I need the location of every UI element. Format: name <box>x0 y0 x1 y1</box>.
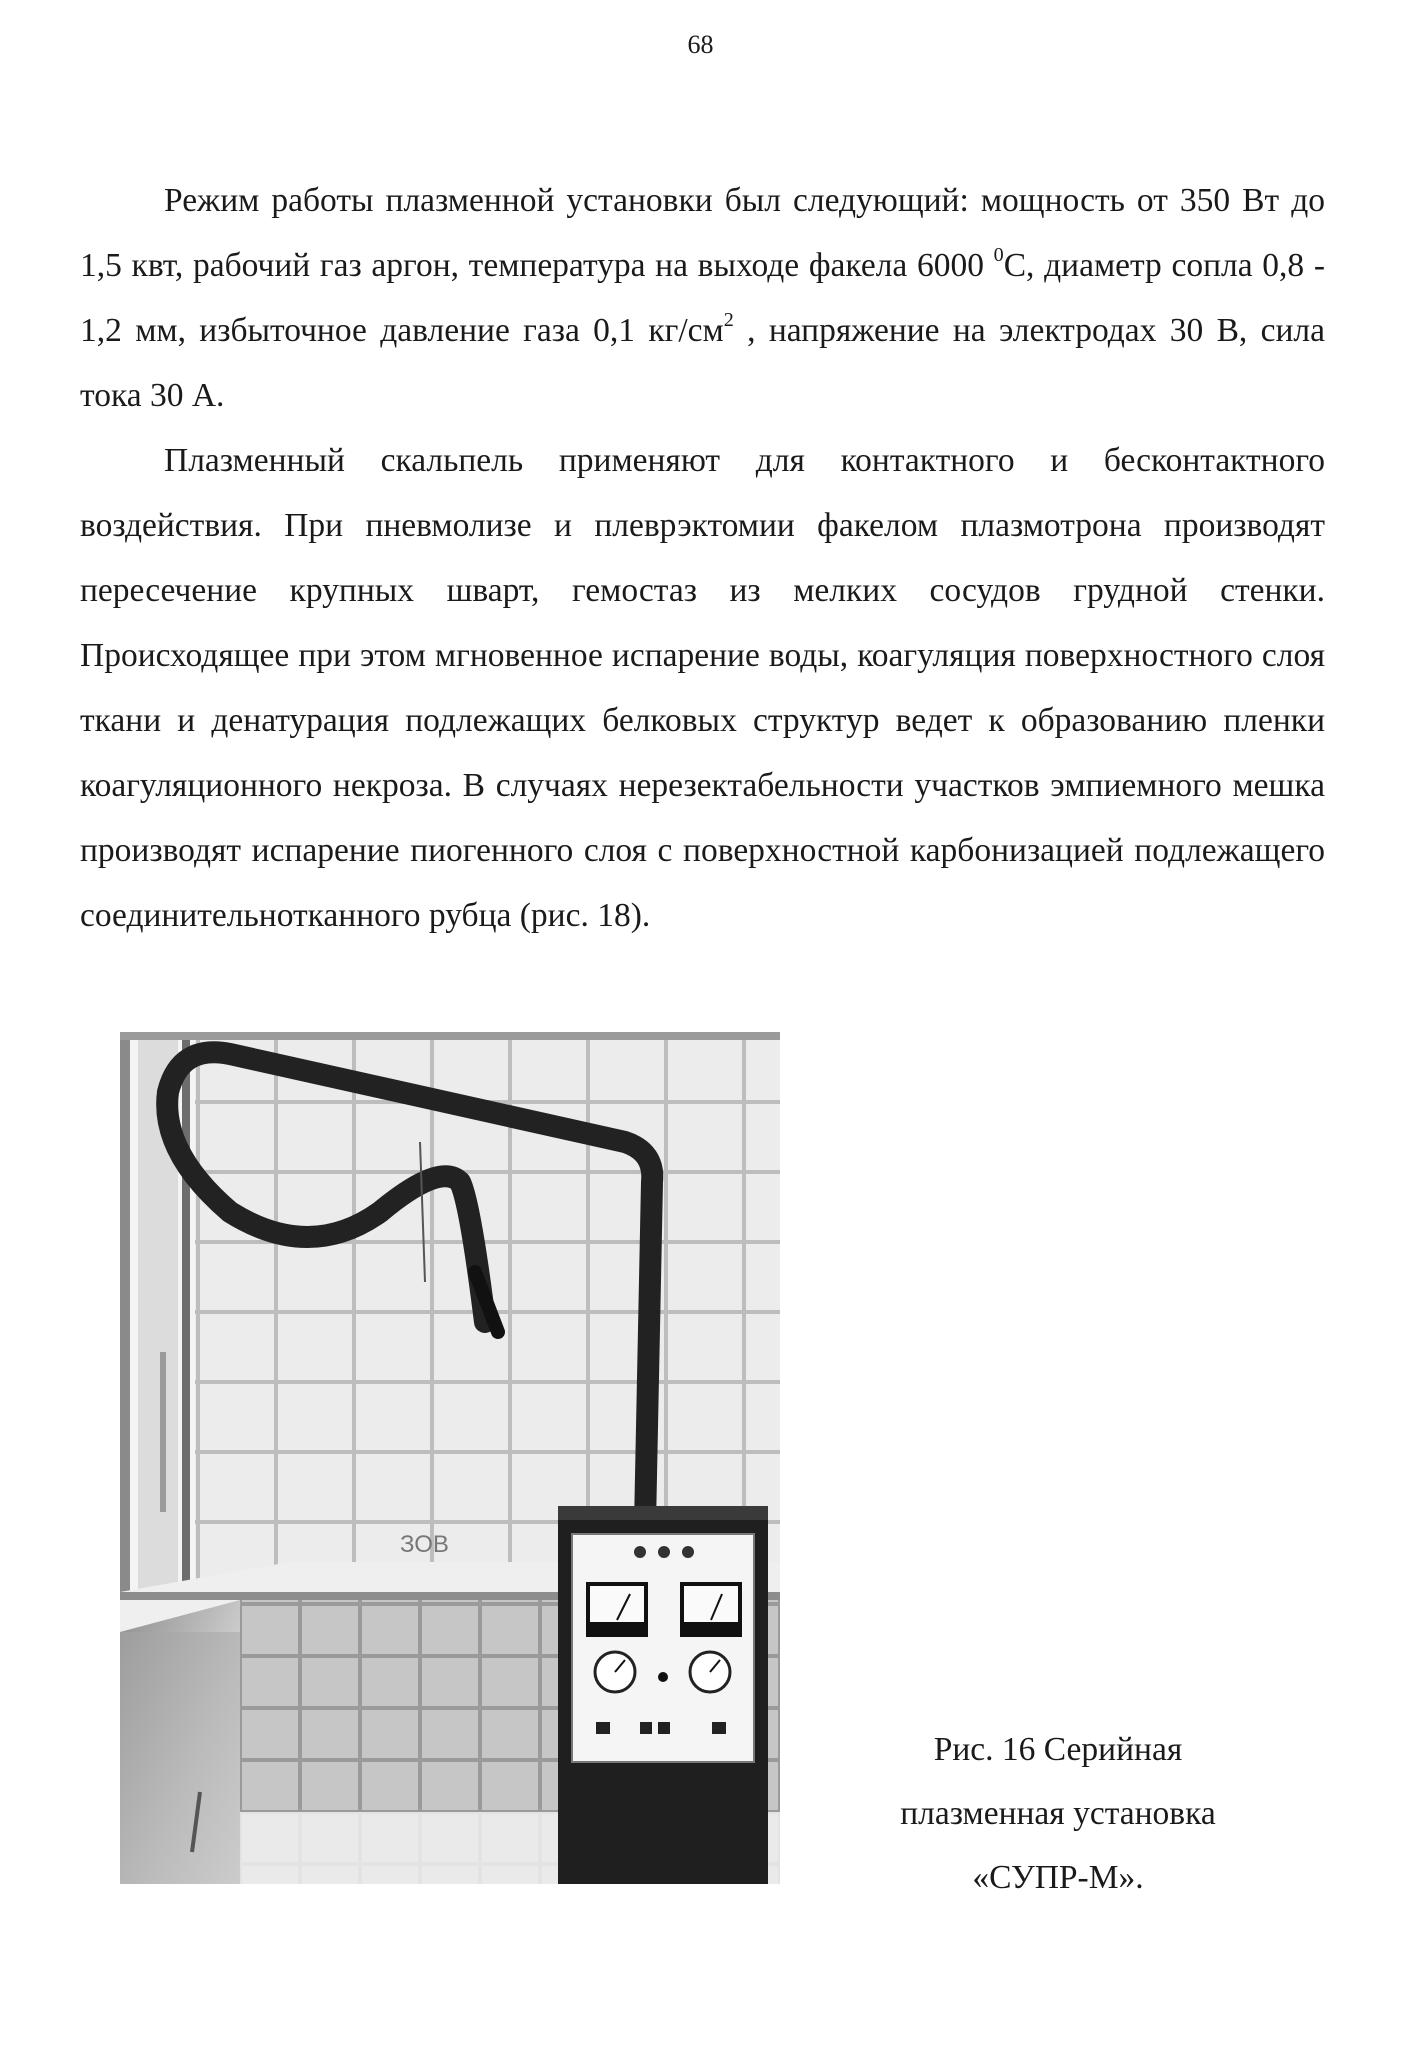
body-text <box>80 168 1325 948</box>
page-number: 68 <box>687 30 714 59</box>
caption-line: Рис. 16 Серийная <box>933 1731 1183 1768</box>
paragraph-plasma-scalpel: Плазменный скальпель применяют для контактного и бесконтактного воздействия. При пневмолизе и плеврэктомии факелом плазмотрона производят пересечение крупных шварт, гемостаз из мелких сосудов грудной стенки. Происходящее при этом мгновенное испарение воды, коагуляция поверхностного слоя ткани и денатурация подлежащих белковых структур ведет к образованию пленки коагуляционного некроза. В случаях нерезектабельности участков эмпиемного мешка производят испарение пиогенного слоя с поверхностной карбонизацией подлежащего соединительнотканного рубца (рис. 18). <box>80 442 1325 934</box>
paragraph-text: , напряжение на электродах 30 В, сила тока 30 А. <box>80 312 1325 414</box>
figure-caption <box>848 1718 1268 1910</box>
caption-line: плазменная установка <box>900 1795 1216 1832</box>
photo-illustration <box>120 1032 780 1884</box>
degree-superscript: 0 <box>993 243 1004 266</box>
paragraph-operating-mode <box>80 168 1325 428</box>
figure-plasma-unit-photo <box>120 1032 780 1884</box>
wall-text: ЗОВ <box>400 1531 449 1558</box>
paragraph-text: С, диаметр сопла 0,8 - 1,2 мм, избыточное давление газа 0,1 кг/см <box>80 247 1325 349</box>
caption-line: «СУПР-М». <box>972 1859 1144 1896</box>
paragraph-text: Режим работы плазменной установки был следующий: мощность от 350 Вт до 1,5 квт, рабочий газ аргон, температура на выходе факела 6000 <box>80 182 1325 284</box>
squared-superscript: 2 <box>723 308 734 331</box>
